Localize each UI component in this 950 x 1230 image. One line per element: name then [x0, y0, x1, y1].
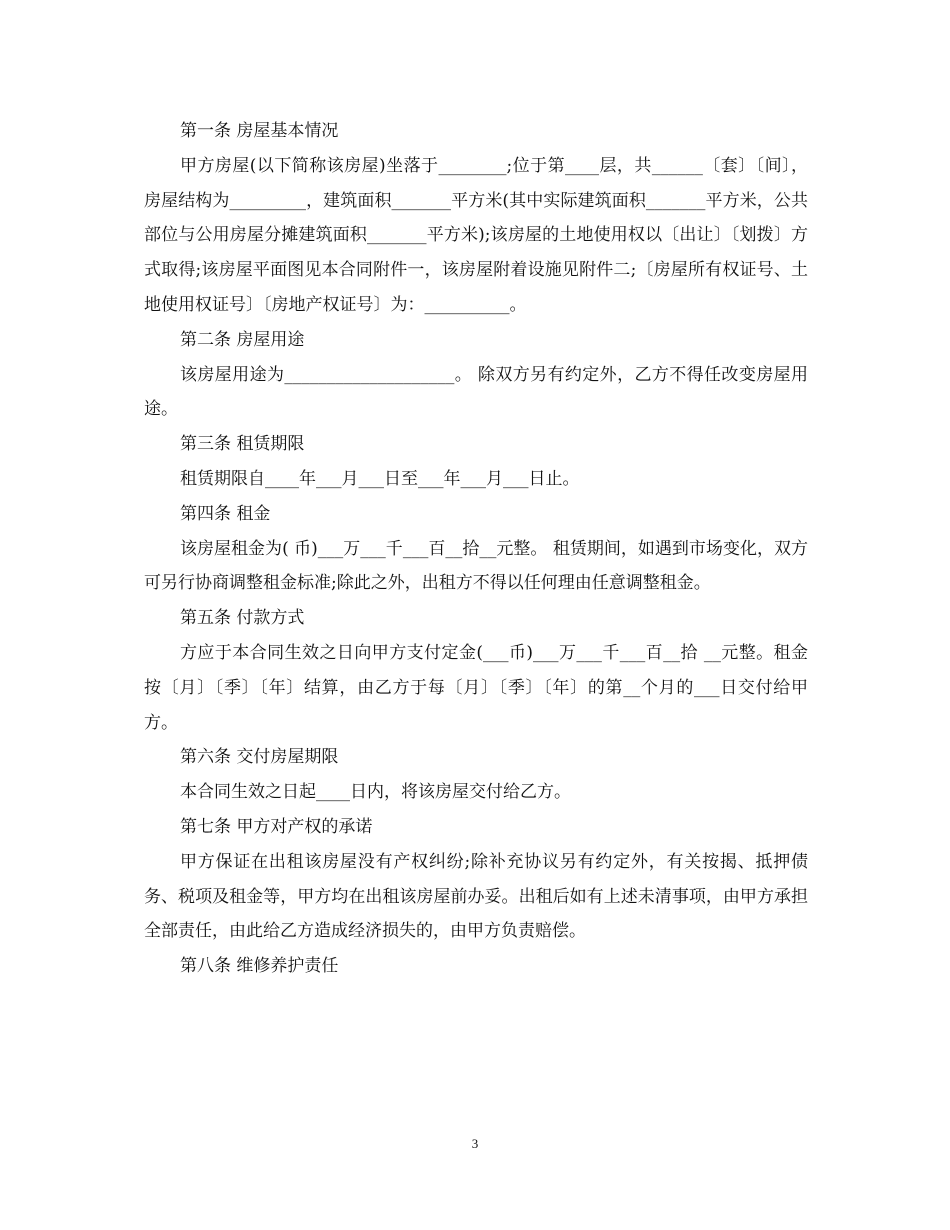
article-4-body: 该房屋租金为( 币)___万___千___百__拾__元整。 租赁期间，如遇到市场变化，双方可另行协商调整租金标准;除此之外，出租方不得以任何理由任意调整租金。	[144, 538, 808, 594]
article-4-title: 第四条 租金	[180, 503, 271, 524]
article-8-title: 第八条 维修养护责任	[180, 956, 339, 977]
article-6-body: 本合同生效之日起____日内，将该房屋交付给乙方。	[180, 782, 571, 803]
article-5-body: 方应于本合同生效之日向甲方支付定金(___币)___万___千___百__拾 __元整。租金按〔月〕〔季〕〔年〕结算，由乙方于每〔月〕〔季〕〔年〕的第__个月的___日交付给甲方。	[144, 642, 808, 733]
article-6-title: 第六条 交付房屋期限	[180, 747, 339, 768]
article-7-body: 甲方保证在出租该房屋没有产权纠纷;除补充协议另有约定外，有关按揭、抵押债务、税项及租金等，甲方均在出租该房屋前办妥。出租后如有上述未清事项，由甲方承担全部责任，由此给乙方造成经济损失的，由甲方负责赔偿。	[144, 851, 808, 942]
page-number: 3	[471, 1136, 479, 1151]
article-1-title: 第一条 房屋基本情况	[180, 121, 339, 141]
article-1-body: 甲方房屋(以下简称该房屋)坐落于________;位于第____层，共______〔套〕〔间〕，房屋结构为_________，建筑面积_______平方米(其中实际建筑面积_______平方米，公共部位与公用房屋分摊建筑面积_______平方米);该房屋的土地使用权以〔出让〕〔划拨〕方式取得;该房屋平面图见本合同附件一，该房屋附着设施见附件二;〔房屋所有权证号、土地使用权证号〕〔房地产权证号〕为：__________。	[144, 155, 808, 315]
article-2-title: 第二条 房屋用途	[180, 329, 305, 350]
article-3-title: 第三条 租赁期限	[180, 434, 305, 455]
article-2-body: 该房屋用途为____________________。 除双方另有约定外，乙方不得任改变房屋用途。	[144, 364, 808, 420]
article-7-title: 第七条 甲方对产权的承诺	[180, 816, 373, 837]
article-3-body: 租赁期限自____年___月___日至___年___月___日止。	[180, 468, 580, 489]
contract-content	[144, 114, 808, 984]
article-5-title: 第五条 付款方式	[180, 608, 305, 629]
